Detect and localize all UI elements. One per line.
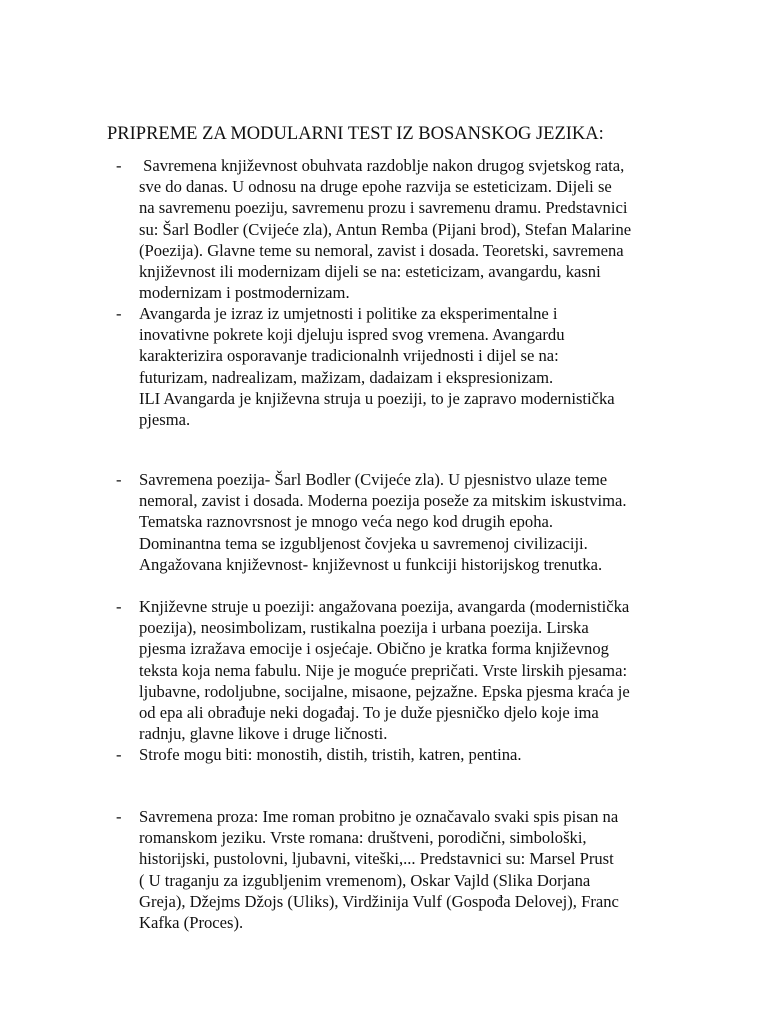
text-line: Savremena poezija- Šarl Bodler (Cvijeće zla). U pjesnistvo ulaze teme bbox=[139, 470, 608, 489]
text-line: su: Šarl Bodler (Cvijeće zla), Antun Remba (Pijani brod), Stefan Malarine bbox=[139, 219, 632, 239]
text-line: radnju, glavne likove i druge ličnosti. bbox=[139, 724, 388, 744]
bullet-dash: - bbox=[116, 807, 122, 826]
text-line: od epa ali obrađuje neki događaj. To je duže pjesničko djelo koje ima bbox=[139, 702, 599, 722]
list-item-text bbox=[139, 596, 699, 744]
text-line: inovativne pokrete koji djeluju ispred svog vremena. Avangardu bbox=[139, 325, 565, 345]
bullet-dash: - bbox=[116, 597, 122, 616]
text-line: književnost ili modernizam dijeli se na: esteticizam, avangardu, kasni bbox=[139, 261, 601, 281]
text-line: teksta koja nema fabulu. Nije je moguće prepričati. Vrste lirskih pjesama: bbox=[139, 660, 628, 680]
list-item-text bbox=[139, 469, 699, 575]
document-title: PRIPREME ZA MODULARNI TEST IZ BOSANSKOG JEZIKA: bbox=[107, 124, 604, 144]
text-line: Avangarda je izraz iz umjetnosti i politike za eksperimentalne i bbox=[139, 304, 558, 323]
text-line: ( U traganju za izgubljenim vremenom), Oskar Vajld (Slika Dorjana bbox=[139, 870, 591, 890]
text-line: (Poezija). Glavne teme su nemoral, zavist i dosada. Teoretski, savremena bbox=[139, 240, 624, 260]
list-item-text bbox=[139, 744, 699, 765]
text-line: Savremena književnost obuhvata razdoblje nakon drugog svjetskog rata, bbox=[139, 156, 625, 175]
bullet-dash: - bbox=[116, 304, 122, 323]
list-item-text bbox=[139, 303, 699, 430]
list-item-text bbox=[139, 806, 699, 933]
text-line: poezija), neosimbolizam, rustikalna poezija i urbana poezija. Lirska bbox=[139, 618, 589, 638]
text-line: na savremenu poeziju, savremenu prozu i savremenu dramu. Predstavnici bbox=[139, 198, 628, 218]
bullet-dash: - bbox=[116, 470, 122, 489]
text-line: modernizam i postmodernizam. bbox=[139, 283, 350, 303]
text-line: ljubavne, rodoljubne, socijalne, misaone, pejzažne. Epska pjesma kraća je bbox=[139, 681, 630, 701]
text-line: futurizam, nadrealizam, mažizam, dadaizam i ekspresionizam. bbox=[139, 367, 554, 387]
text-line: Kafka (Proces). bbox=[139, 912, 244, 932]
text-line: pjesma. bbox=[139, 409, 191, 429]
text-line: nemoral, zavist i dosada. Moderna poezija poseže za mitskim iskustvima. bbox=[139, 491, 627, 511]
list-item-text bbox=[139, 155, 699, 303]
text-line: Strofe mogu biti: monostih, distih, tristih, katren, pentina. bbox=[139, 745, 522, 764]
text-line: Angažovana književnost- književnost u funkciji historijskog trenutka. bbox=[139, 554, 603, 574]
text-line: Tematska raznovrsnost je mnogo veća nego kod drugih epoha. bbox=[139, 512, 554, 532]
text-line: sve do danas. U odnosu na druge epohe razvija se esteticizam. Dijeli se bbox=[139, 177, 612, 197]
text-line: romanskom jeziku. Vrste romana: društveni, porodični, simbološki, bbox=[139, 828, 587, 848]
text-line: pjesma izražava emocije i osjećaje. Obično je kratka forma književnog bbox=[139, 639, 609, 659]
text-line: historijski, pustolovni, ljubavni, viteški,... Predstavnici su: Marsel Prust bbox=[139, 849, 614, 869]
text-line: Greja), Džejms Džojs (Uliks), Virdžinija Vulf (Gospođa Delovej), Franc bbox=[139, 891, 619, 911]
text-line: karakterizira osporavanje tradicionalnh vrijednosti i dijel se na: bbox=[139, 346, 559, 366]
text-line: Književne struje u poeziji: angažovana poezija, avangarda (modernistička bbox=[139, 597, 630, 616]
bullet-dash: - bbox=[116, 745, 122, 764]
text-line: Dominantna tema se izgubljenost čovjeka u savremenoj civilizaciji. bbox=[139, 533, 588, 553]
text-line: Savremena proza: Ime roman probitno je označavalo svaki spis pisan na bbox=[139, 807, 619, 826]
bullet-dash: - bbox=[116, 156, 122, 175]
text-line: ILI Avangarda je književna struja u poeziji, to je zapravo modernistička bbox=[139, 388, 615, 408]
